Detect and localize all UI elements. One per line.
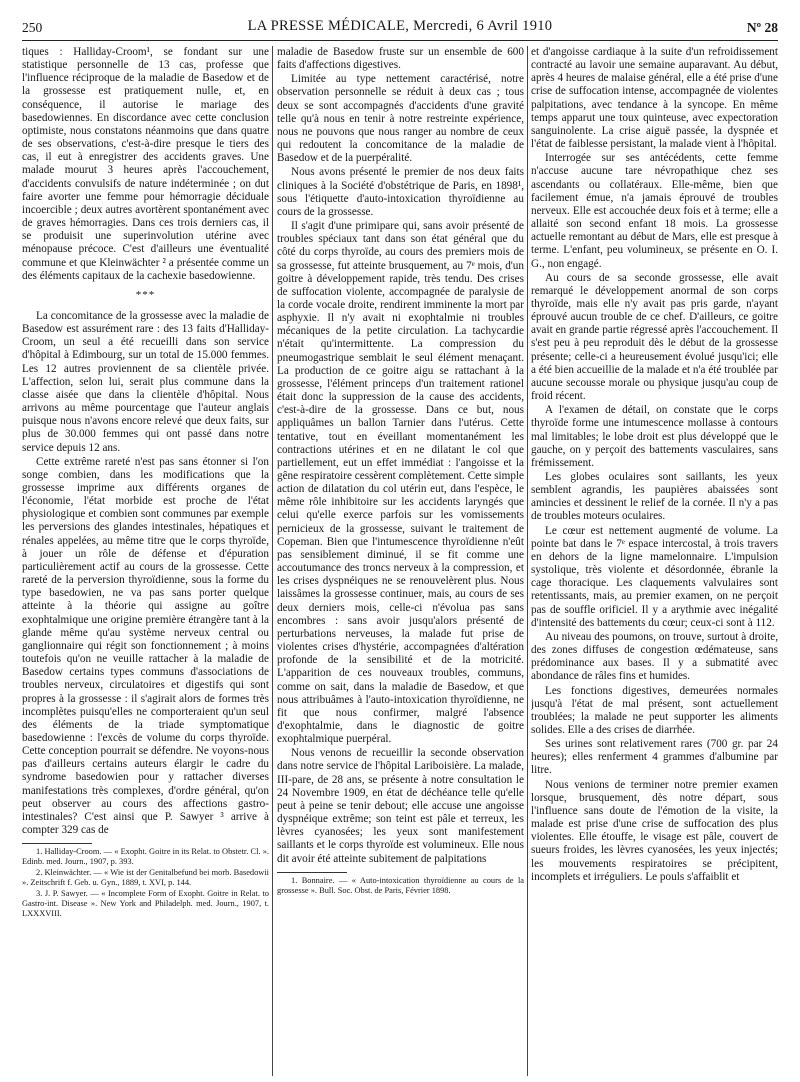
page-number: 250 [22, 20, 43, 35]
footnote: 3. J. P. Sawyer. — « Incomplete Form of Exopht. Goitre in Relat. to Gastro-int. Disease ». New York and Philadelph. med. Journ., 1907, t. LXXXVIII. [22, 889, 269, 919]
paragraph: Nous venons de recueillir la seconde observation dans notre service de l'hôpital Lariboisière. La malade, III-pare, de 28 ans, se présente à notre consultation le 24 Novembre 1909, en état de déchéance telle qu'elle peut à peine se tenir debout; elle accuse une angoisse dyspnéique extrême; son teint est pâle et terreux, les lèvres cyanosées; les yeux sont manifestement saillants et le corps thyroïde est volumineux. Elle nous dit avoir été atteinte subitement de palpitations [277, 747, 524, 865]
section-separator: *** [135, 288, 156, 301]
page-header [22, 14, 778, 36]
paragraph: Ses urines sont relativement rares (700 gr. par 24 heures); elles renferment 4 grammes d'albumine par litre. [531, 738, 778, 777]
paragraph: Nous venions de terminer notre premier examen lorsque, brusquement, dès notre départ, sous l'influence sans doute de l'émotion de la visite, la malade est prise d'une crise de suffocation des plus violentes. Elle étouffe, le visage est pâle, couvert de sueurs froides, les lèvres cyanosées, les yeux injectés; les mouvements respiratoires se précipitent, incomplets et irréguliers. Le pouls s'affaiblit et [531, 778, 778, 883]
paragraph: et d'angoisse cardiaque à la suite d'un refroidissement contracté au lavoir une semaine auparavant. Au début, après 4 heures de malaise général, elle a été prise d'une crise de suffocation intense, accompagnée de violentes palpitations, avec tendance à la syncope. En même temps apparut une toux quinteuse, avec expectoration sanguinolente. La crise aiguë passée, la dyspnée et l'état de faiblesse persistant, la malade vient à l'hôpital. [531, 46, 778, 151]
paragraph: Nous avons présenté le premier de nos deux faits cliniques à la Société d'obstétrique de Paris, en 1898¹, sous l'étiquette d'auto-intoxication thyroïdienne au cours de la grossesse. [277, 166, 524, 218]
paragraph: Les globes oculaires sont saillants, les yeux semblent agrandis, les paupières abaissées sont amincies et dessinent le relief de la cornée. Il n'y a pas de troubles moteurs oculaires. [531, 471, 778, 523]
paragraph: La concomitance de la grossesse avec la maladie de Basedow est assurément rare : des 13 faits d'Halliday-Croom, un seul a été recueilli dans son service d'hôpital à Edimbourg, sur un total de 15.000 femmes. Les 12 autres proviennent de sa clientèle privée. L'affection, selon lui, serait plus commune dans la classe aisée que dans la clientèle d'hôpital. Nous arrivons au même pourcentage que l'auteur anglais puisque nous n'avons encore relevé que deux faits, sur plus de 30.000 femmes qui ont passé dans notre service depuis 12 ans. [22, 309, 269, 454]
paragraph: Au cours de sa seconde grossesse, elle avait remarqué le développement anormal de son corps thyroïde, mais elle n'y avait pas pris garde, n'ayant éprouvé aucun trouble de ce chef. D'ailleurs, ce goitre avait en grande partie régressé après l'accouchement. Il s'est peu à peu reproduit dès le début de la grossesse présente; celle-ci a heureusement évolué jusqu'ici; elle a été bien accueillie de la malade et n'a été troublée par aucune secousse morale ou physique jusqu'au coup de froid récent. [531, 271, 778, 403]
footnote: 2. Kleinwächter. — « Wie ist der Genitalbefund bei morb. Basedowii ». Zeitschrift f. Geb. u. Gyn., 1889, t. XVI, p. 144. [22, 868, 269, 888]
footnote-rule [277, 872, 347, 873]
paragraph: Le cœur est nettement augmenté de volume. La pointe bat dans le 7ᵉ espace intercostal, à trois travers en dehors de la ligne mamelonnaire. L'impulsion systolique, très violente et désordonnée, ébranle la cage thoracique. Les claquements valvulaires sont retentissants, mais, au premier examen, on ne perçoit pas de souffle orificiel. Il y a arythmie avec inégalité d'intensité des battements du cœur; ceux-ci sont à 112. [531, 524, 778, 629]
column-divider [272, 46, 273, 1076]
column-3 [531, 46, 778, 1080]
paragraph: Interrogée sur ses antécédents, cette femme n'accuse aucune tare névropathique chez ses ascendants ou collatéraux. Elle-même, bien que facilement émue, n'a jamais éprouvé de troubles nerveux. Elle est accouchée deux fois et à terme; elle a allaité son second enfant 18 mois. La grossesse actuelle remontant au début de Mars, elle est presque à terme. L'enfant, peu volumineux, se présente en O. I. G., non engagé. [531, 152, 778, 270]
issue-number: Nº 28 [746, 20, 778, 35]
paragraph: A l'examen de détail, on constate que le corps thyroïde forme une intumescence mollasse à contours mal limitables; le lobe droit est plus développé que le gauche, on y perçoit des battements vasculaires, sans frémissement. [531, 404, 778, 469]
paragraph: Les fonctions digestives, demeurées normales jusqu'à l'état de mal présent, sont actuellement troublées; la malade ne peut supporter les aliments solides. Elle a des crises de diarrhée. [531, 684, 778, 736]
paragraph: maladie de Basedow fruste sur un ensemble de 600 faits d'affections digestives. [277, 46, 524, 72]
footnote: 1. Bonnaire. — « Auto-intoxication thyroïdienne au cours de la grossesse ». Bull. Soc. Obst. de Paris, Février 1898. [277, 875, 524, 895]
paragraph: Cette extrême rareté n'est pas sans étonner si l'on songe combien, dans les modifications que la grossesse imprime aux différents organes de l'économie, l'état morbide est proche de l'état physiologique et combien sont communes par exemple les perversions des glandes intestinales, hépatiques et rénales appelées, au même titre que le corps thyroïde, à jouer un rôle de défense et d'épuration particulièrement actif au cours de la grossesse. Cette rareté de la perversion thyroïdienne, sous la forme du type basedowien, ne va pas sans porter quelque atteinte à la théorie qui assigne au goître exophtalmique une origine première étrangère tant à la glande même qu'au système nerveux central ou ganglionnaire qui régit son fonctionnement ; à moins toutefois qu'on ne veuille rattacher à la maladie de Basedow certains types communs d'associations de troubles nerveux, circulatoires et digestifs qui sont propres à la grossesse : il s'agirait alors de formes très incomplètes puisqu'elles ne comporteraient qu'un seul des éléments de la triade symptomatique basedowienne : l'excès de volume du corps thyroïde. Cette conception pourrait se défendre. Ne voyons-nous pas d'ailleurs certains auteurs élargir le cadre du syndrome basedowien pour y rattacher diverses manifestations très complexes, d'ordre général, qu'on peut observer au cours des affections gastro-intestinales? C'est ainsi que P. Sawyer ³ arrive à compter 329 cas de [22, 455, 269, 837]
footnote: 1. Halliday-Croom. — « Exopht. Goitre in its Relat. to Obstetr. Cl. ». Edinb. med. Journ., 1907, p. 393. [22, 847, 269, 867]
column-1 [22, 46, 269, 1080]
column-divider [527, 46, 528, 1076]
paragraph: tiques : Halliday-Croom¹, se fondant sur une statistique personnelle de 13 cas, professe que l'influence réciproque de la maladie de Basedow et de la grossesse est pratiquement nulle, et, en conséquence, il autorise le mariage des basedowiennes. En discordance avec cette conclusion optimiste, nous constatons néanmoins que dans quatre de ses observations, c'est-à-dire presque le tiers des cas, il eut à enregistrer des accidents graves. Une malade mourut 3 heures après l'accouchement, d'accidents convulsifs de nature indéterminée ; on dut faire avorter une femme pour hémorragie déciduale incoercible ; deux autres avortèrent spontanément avec de graves hémorragies. Dans ces trois derniers cas, il se produisit une superinvolution utérine avec ménopause précoce. C'est d'ailleurs une éventualité commune et que Kleinwächter ² a présentée comme un des éléments capitaux de la cachexie basedowienne. [22, 46, 269, 282]
column-2 [277, 46, 524, 1080]
paragraph: Limitée au type nettement caractérisé, notre observation personnelle se réduit à deux cas ; tous deux se sont accompagnés d'accidents d'une gravité telle qu'à nous en tenir à notre restreinte expérience, nous ne pouvons que nous ranger au nombre de ceux qui redoutent la concomitance de la maladie de Basedow et de la puerpéralité. [277, 73, 524, 165]
header-rule [22, 40, 778, 41]
paragraph: Au niveau des poumons, on trouve, surtout à droite, des zones diffuses de congestion œdémateuse, sans prédominance aux bases. Il y a submatité avec abondance de râles fins et humides. [531, 630, 778, 683]
paragraph: Il s'agit d'une primipare qui, sans avoir présenté de troubles spéciaux tant dans son état général que du côté du corps thyroïde, au cours des premiers mois de sa grossesse, fut atteinte brusquement, au 7ᵉ mois, d'un goitre à développement rapide, très tendu. Des crises de suffocation violente, accompagnée de paralysie de la corde vocale droite, rendirent imminente la mort par asphyxie. Il n'y avait ni exophtalmie ni troubles mécaniques de la petite circulation. La tachycardie n'était qu'intermittente. La compression du pneumogastrique semblait le seul élément menaçant. La production de ce goitre aigu se rattachant à la grossesse, l'élément princeps d'un traitement rationel était donc la suppression de la cause des accidents, c'est-à-dire de la grossesse. Dans ce but, nous appliquâmes un ballon Tarnier dans l'utérus. Cette tentative, tout en éveillant momentanément les contractions utérines et en ne dilatant le col que partiellement, eut un effet immédiat : l'angoisse et la gêne respiratoire cessèrent complètement. Cette simple action de dilatation du col utérin eut, dans l'espèce, le même rôle inhibitoire sur les accidents laryngés que celui qu'elle exerce parfois sur les vomissements pernicieux de la grossesse, suivant le traitement de Copeman. Bien que l'intumescence thyroïdienne n'eût pas sensiblement diminué, il se fit comme une accoutumance des troncs nerveux à la compression, et les crises dyspnéiques ne se renouvelèrent plus. Nous laissâmes la grossesse continuer, mais, au cours de ses deux derniers mois, celle-ci n'évolua pas sans encombres : sans avoir jusqu'alors présenté de perturbations nerveuses, la malade fut prise de violentes crises d'hystérie, accompagnées d'altération profonde de la sensibilité et de la motricité. L'apparition de ces nouveaux troubles, communs, comme on sait, dans la maladie de Basedow, et que nous attribuâmes à l'auto-intoxication thyroïdienne, ne fit que nous confirmer, malgré l'absence d'exophtalmie, dans le diagnostic de goitre exophtalmique puerpéral. [277, 220, 524, 746]
journal-title: LA PRESSE MÉDICALE, Mercredi, 6 Avril 1910 [247, 18, 553, 34]
footnote-rule [22, 843, 92, 844]
